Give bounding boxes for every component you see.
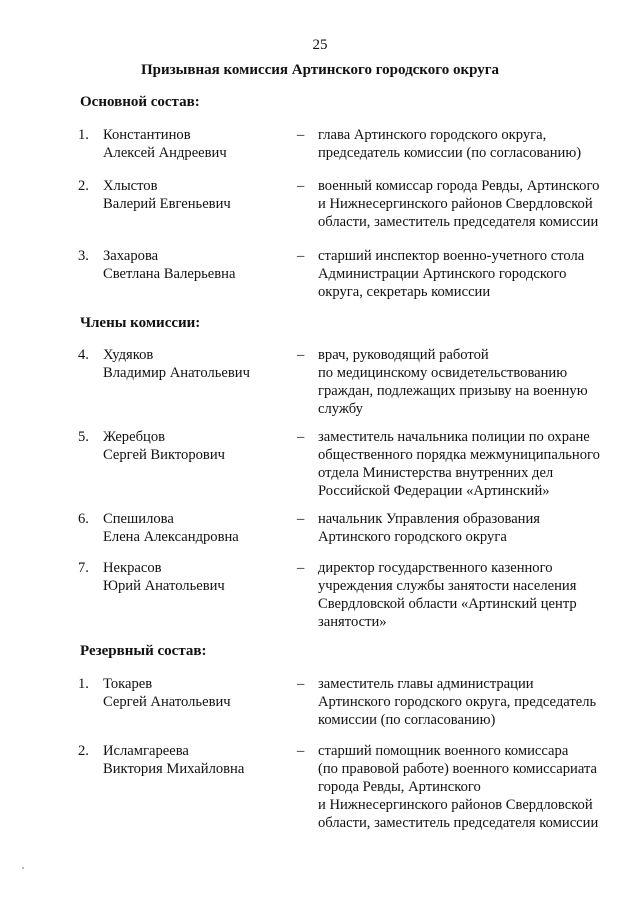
page-number: 25: [312, 37, 328, 53]
dash: –: [297, 743, 305, 759]
member-role: [318, 559, 618, 631]
member-surname: Спешилова: [103, 511, 174, 527]
member-entry: [78, 742, 618, 842]
member-number: 7.: [78, 560, 89, 576]
role-line: директор государственного казенного: [318, 560, 553, 576]
role-line: комиссии (по согласованию): [318, 712, 496, 728]
member-given-names: Светлана Валерьевна: [103, 266, 236, 282]
member-number: 1.: [78, 676, 89, 692]
member-number: 6.: [78, 511, 89, 527]
member-given-names: Алексей Андреевич: [103, 145, 227, 161]
member-name: [103, 247, 293, 283]
dash: –: [297, 178, 305, 194]
member-surname: Жеребцов: [103, 429, 166, 445]
role-line: Артинского городского округа, председатель: [318, 694, 597, 710]
member-entry: [78, 559, 618, 639]
role-line: общественного порядка межмуниципального: [318, 447, 600, 463]
member-number: 2.: [78, 178, 89, 194]
member-name: [103, 428, 293, 464]
member-given-names: Сергей Анатольевич: [103, 694, 231, 710]
role-line: службу: [318, 401, 363, 417]
document-title: Призывная комиссия Артинского городского округа: [140, 62, 500, 78]
member-number: 5.: [78, 429, 89, 445]
role-line: занятости»: [318, 614, 387, 630]
role-line: врач, руководящий работой: [318, 347, 489, 363]
role-line: Администрации Артинского городского: [318, 266, 567, 282]
role-line: старший помощник военного комиссара: [318, 743, 569, 759]
role-line: старший инспектор военно-учетного стола: [318, 248, 585, 264]
role-line: учреждения службы занятости населения: [318, 578, 577, 594]
member-role: [318, 346, 618, 418]
role-line: и Нижнесергинского районов Свердловской: [318, 797, 593, 813]
member-role: [318, 675, 618, 729]
role-line: Артинского городского округа: [318, 529, 507, 545]
member-surname: Исламгареева: [103, 743, 189, 759]
member-given-names: Сергей Викторович: [103, 447, 225, 463]
member-given-names: Валерий Евгеньевич: [103, 196, 231, 212]
scan-speck: [22, 867, 24, 869]
member-role: [318, 742, 618, 832]
section-heading-main: Основной состав:: [80, 94, 200, 110]
role-line: и Нижнесергинского районов Свердловской: [318, 196, 593, 212]
role-line: (по правовой работе) военного комиссариата: [318, 761, 597, 777]
dash: –: [297, 127, 305, 143]
role-line: военный комиссар города Ревды, Артинского: [318, 178, 600, 194]
member-surname: Худяков: [103, 347, 154, 363]
member-name: [103, 675, 293, 711]
dash: –: [297, 429, 305, 445]
member-number: 3.: [78, 248, 89, 264]
member-role: [318, 510, 618, 546]
role-line: начальник Управления образования: [318, 511, 540, 527]
dash: –: [297, 511, 305, 527]
dash: –: [297, 676, 305, 692]
role-line: председатель комиссии (по согласованию): [318, 145, 582, 161]
role-line: Российской Федерации «Артинский»: [318, 483, 550, 499]
role-line: заместитель главы администрации: [318, 676, 534, 692]
member-name: [103, 742, 293, 778]
role-line: области, заместитель председателя комиссии: [318, 214, 599, 230]
member-entry: [78, 177, 618, 257]
dash: –: [297, 347, 305, 363]
dash: –: [297, 560, 305, 576]
member-role: [318, 177, 618, 231]
member-surname: Хлыстов: [103, 178, 158, 194]
member-name: [103, 559, 293, 595]
member-surname: Константинов: [103, 127, 191, 143]
role-line: глава Артинского городского округа,: [318, 127, 547, 143]
member-number: 2.: [78, 743, 89, 759]
role-line: Свердловской области «Артинский центр: [318, 596, 577, 612]
member-role: [318, 247, 618, 301]
member-surname: Некрасов: [103, 560, 162, 576]
section-heading-members: Члены комиссии:: [80, 315, 201, 331]
member-given-names: Виктория Михайловна: [103, 761, 245, 777]
member-surname: Токарев: [103, 676, 153, 692]
member-role: [318, 126, 618, 162]
member-name: [103, 177, 293, 213]
member-entry: [78, 428, 618, 508]
member-name: [103, 346, 293, 382]
member-number: 1.: [78, 127, 89, 143]
member-surname: Захарова: [103, 248, 159, 264]
role-line: по медицинскому освидетельствованию: [318, 365, 568, 381]
role-line: заместитель начальника полиции по охране: [318, 429, 590, 445]
section-heading-reserve: Резервный состав:: [80, 643, 207, 659]
member-entry: [78, 346, 618, 426]
member-given-names: Юрий Анатольевич: [103, 578, 225, 594]
member-given-names: Владимир Анатольевич: [103, 365, 250, 381]
role-line: города Ревды, Артинского: [318, 779, 481, 795]
member-role: [318, 428, 618, 500]
role-line: отдела Министерства внутренних дел: [318, 465, 554, 481]
member-number: 4.: [78, 347, 89, 363]
member-given-names: Елена Александровна: [103, 529, 239, 545]
role-line: области, заместитель председателя комиссии: [318, 815, 599, 831]
role-line: округа, секретарь комиссии: [318, 284, 491, 300]
member-name: [103, 510, 293, 546]
member-name: [103, 126, 293, 162]
dash: –: [297, 248, 305, 264]
role-line: граждан, подлежащих призыву на военную: [318, 383, 588, 399]
